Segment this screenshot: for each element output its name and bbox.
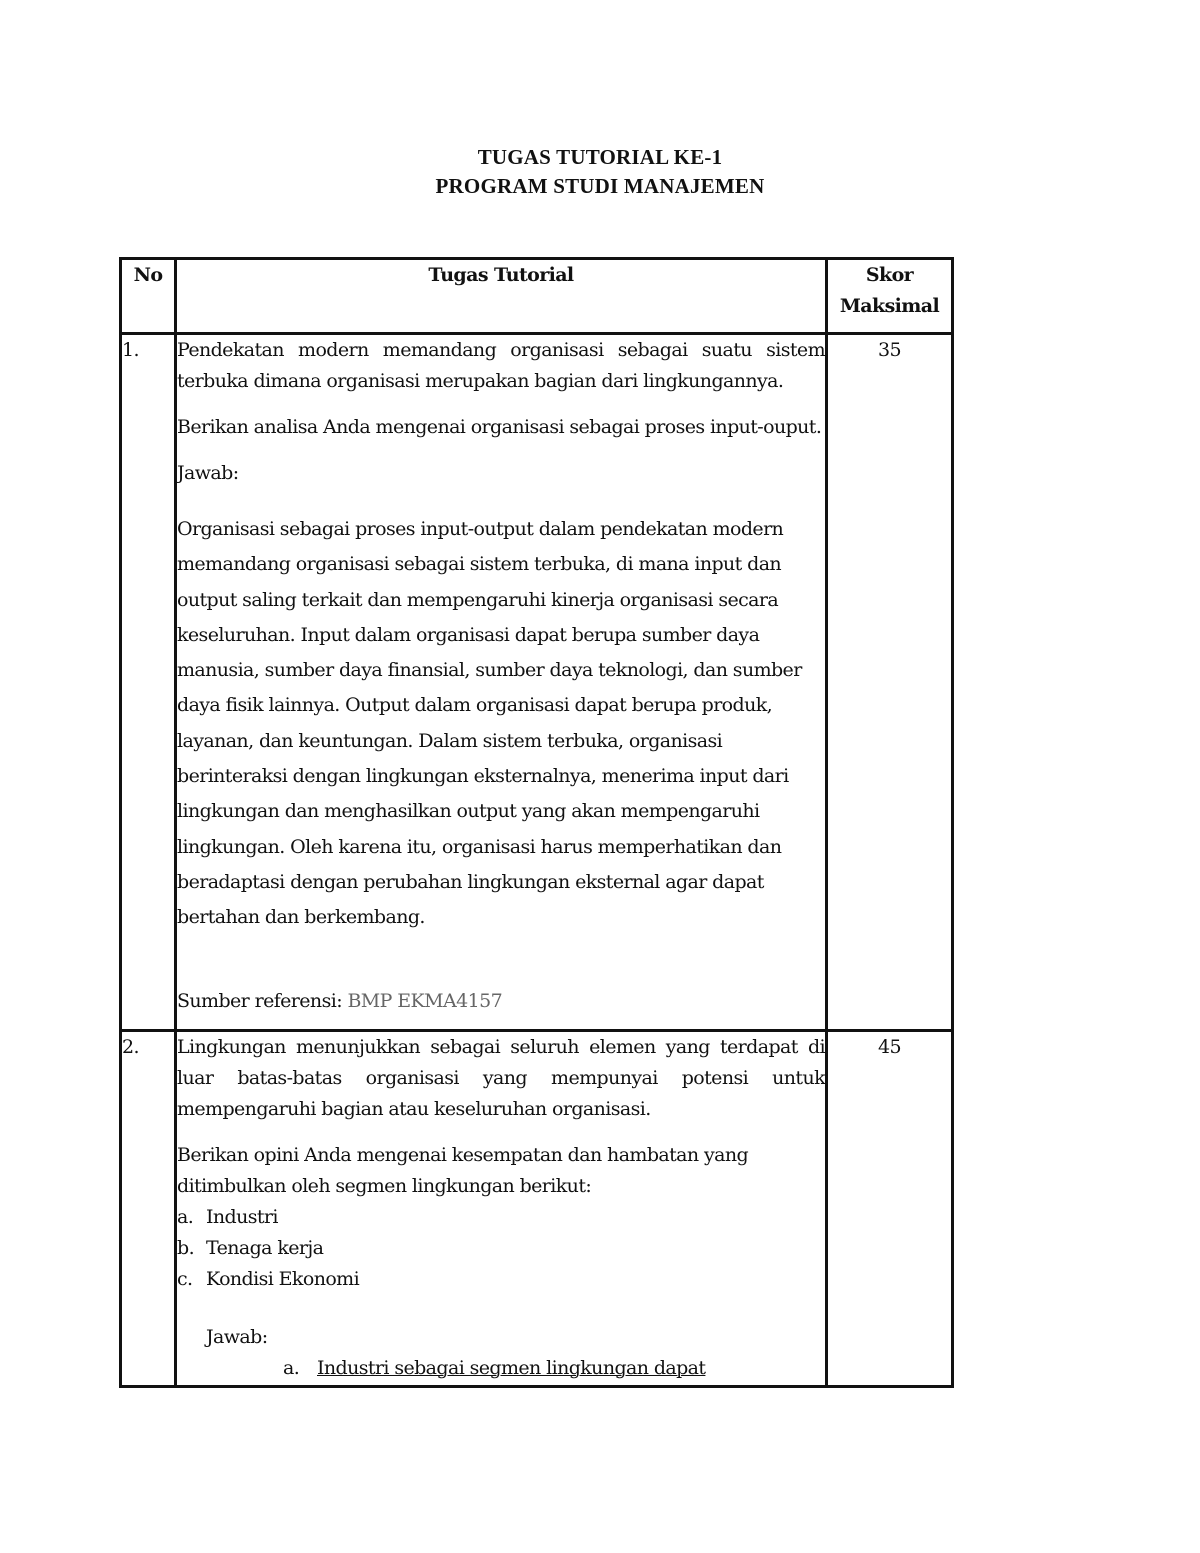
answer-label: Jawab: [206,1325,268,1348]
title-line-2: PROGRAM STUDI MANAJEMEN [435,174,765,198]
list-item [177,1233,825,1264]
header-score [827,259,953,334]
task-intro: Lingkungan menunjukkan sebagai seluruh elemen yang terdapat di luar batas-batas organisasi yang mempunyai potensi untuk mempengaruhi bagian atau keseluruhan organisasi. [177,1035,825,1120]
table-row [121,1030,953,1386]
list-item-marker: a. [177,1205,194,1228]
task-content [176,1030,827,1386]
list-item-text: Tenaga kerja [206,1236,324,1259]
reference-code: BMP EKMA4157 [347,989,503,1012]
answer-item [177,1353,825,1385]
list-item [177,1202,825,1233]
header-score-line-1: Skor [865,264,914,286]
list-item-text: Industri [206,1205,278,1228]
list-item-text: Kondisi Ekonomi [206,1267,360,1290]
title-line-1: TUGAS TUTORIAL KE-1 [477,145,723,169]
task-intro: Pendekatan modern memandang organisasi sebagai suatu sistem terbuka dimana organisasi merupakan bagian dari lingkungannya. [177,339,825,392]
reference-label: Sumber referensi: [177,989,348,1012]
answer-text: Organisasi sebagai proses input-output dalam pendekatan modern memandang organisasi sebagai sistem terbuka, di mana input dan output saling terkait dan mempengaruhi kinerja organisasi secara keseluruhan. Input dalam organisasi dapat berupa sumber daya manusia, sumber daya finansial, sumber daya teknologi, dan sumber daya fisik lainnya. Output dalam organisasi dapat berupa produk, layanan, dan keuntungan. Dalam sistem terbuka, organisasi berinteraksi dengan lingkungan eksternalnya, menerima input dari lingkungan dan menghasilkan output yang akan mempengaruhi lingkungan. Oleh karena itu, organisasi harus memperhatikan dan beradaptasi dengan perubahan lingkungan eksternal agar dapat bertahan dan berkembang. [177,518,802,929]
max-score: 35 [827,334,953,1031]
header-no: No [121,259,176,334]
list-item-marker: b. [177,1236,195,1259]
header-score-line-2: Maksimal [839,295,940,317]
document-title [0,143,1200,201]
task-content [176,334,827,1031]
max-score: 45 [827,1030,953,1386]
answer-item-text: Industri sebagai segmen lingkungan dapat [317,1356,706,1379]
header-task: Tugas Tutorial [176,259,827,334]
task-question: Berikan opini Anda mengenai kesempatan dan hambatan yang ditimbulkan oleh segmen lingkungan berikut: [177,1143,749,1197]
table-row [121,334,953,1031]
row-number: 1. [121,334,176,1031]
list-item [177,1264,825,1295]
answer-item-marker: a. [283,1356,300,1379]
task-question: Berikan analisa Anda mengenai organisasi sebagai proses input-ouput. [177,416,822,438]
tutorial-table [119,257,954,1388]
table-header-row [121,259,953,334]
row-number: 2. [121,1030,176,1386]
list-item-marker: c. [177,1267,193,1290]
reference-line [177,986,825,1029]
segment-list [177,1202,825,1295]
answer-label: Jawab: [177,462,239,484]
